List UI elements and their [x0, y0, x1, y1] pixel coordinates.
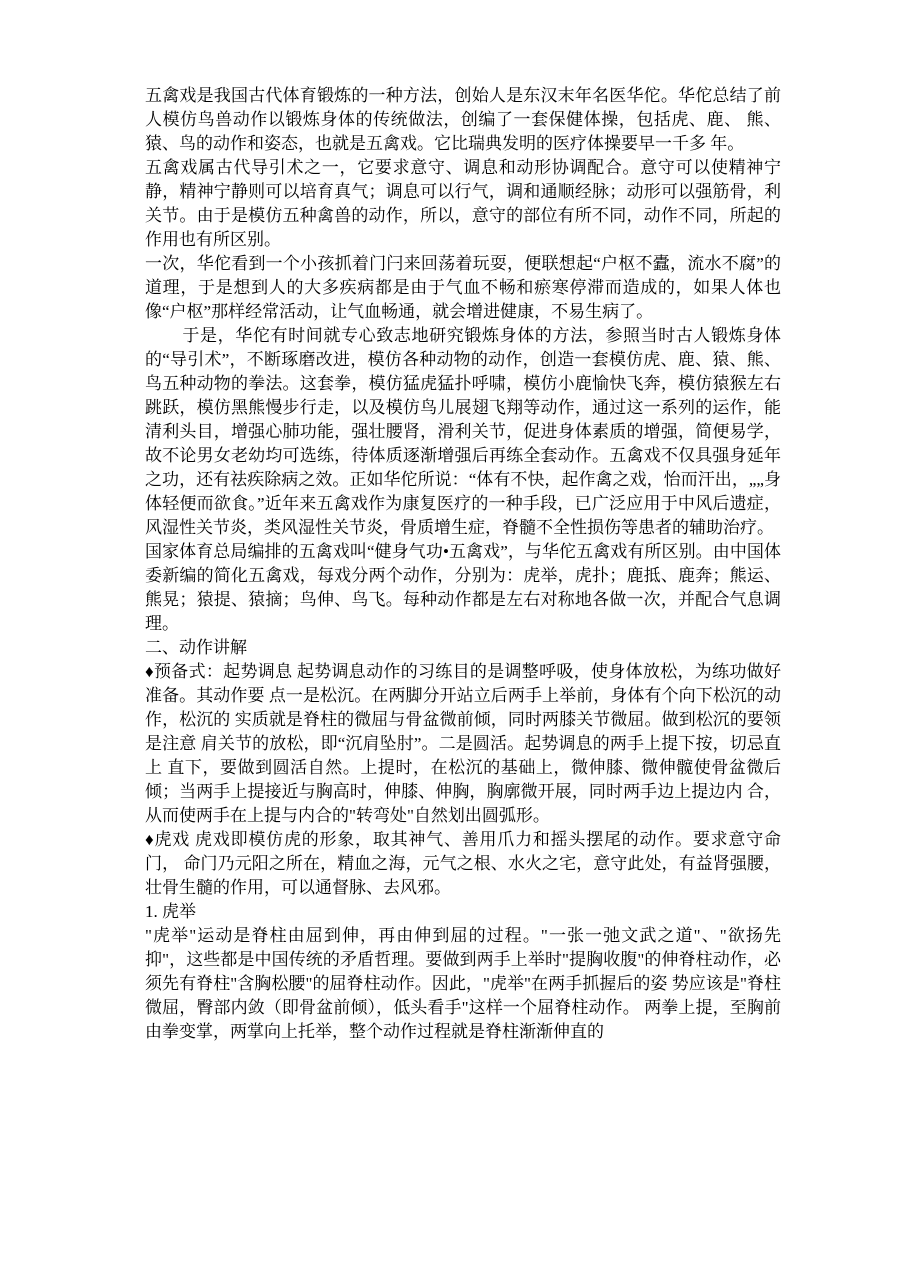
- section-heading-actions: 二、动作讲解: [145, 638, 247, 657]
- paragraph-daoyin: 五禽戏属古代导引术之一，它要求意守、调息和动形协调配合。意守可以使精神宁静，精神宁静则可以培育真气；调息可以行气，调和通顺经脉；动形可以强筋骨，利关节。由于是模仿五种禽兽的动作，所以，意守的部位有所不同，动作不同，所起的作用也有所区别。: [145, 158, 781, 249]
- paragraph-tiger-play: ♦虎戏 虎戏即模仿虎的形象，取其神气、善用爪力和摇头摆尾的动作。要求意守命门， 命门乃元阳之所在，精血之海，元气之根、水火之宅，意守此处，有益肾强腰， 壮骨生髓的作用，可以通督脉、去风邪。: [145, 830, 781, 897]
- paragraph-story: 一次，华佗看到一个小孩抓着门闩来回荡着玩耍，便联想起“户枢不蠹，流水不腐”的道理，于是想到人的大多疾病都是由于气血不畅和瘀寒停滞而造成的，如果人体也像“户枢”那样经常活动，让气血畅通，就会增进健康，不易生病了。: [145, 254, 781, 321]
- paragraph-official-version: 国家体育总局编排的五禽戏叫“健身气功•五禽戏”，与华佗五禽戏有所区别。由中国体委新编的简化五禽戏，每戏分两个动作，分别为：虎举，虎扑；鹿抵、鹿奔；熊运、熊晃；猿提、猿摘；鸟伸、鸟飞。每种动作都是左右对称地各做一次，并配合气息调理。: [145, 542, 781, 633]
- document-body: [145, 84, 781, 1044]
- paragraph-preparation: ♦预备式：起势调息 起势调息动作的习练目的是调整呼吸，使身体放松，为练功做好准备。其动作要 点一是松沉。在两脚分开站立后两手上举前，身体有个向下松沉的动作，松沉的 实质就是脊柱的微屈与骨盆微前倾，同时两膝关节微屈。做到松沉的要领是注意 肩关节的放松，即“沉肩坠肘”。二是圆活。起势调息的两手上提下按，切忌直上 直下，要做到圆活自然。上提时，在松沉的基础上，微伸膝、微伸髋使骨盆微后 倾；当两手上提接近与胸高时，伸膝、伸胸，胸廓微开展，同时两手边上提边内 合，从而使两手在上提与内合的"转弯处"自然划出圆弧形。: [145, 662, 781, 825]
- paragraph-huatuo-research: 于是，华佗有时间就专心致志地研究锻炼身体的方法，参照当时古人锻炼身体的“导引术”，不断琢磨改进，模仿各种动物的动作，创造一套模仿虎、鹿、猿、熊、鸟五种动物的拳法。这套拳，模仿猛虎猛扑呼啸，模仿小鹿愉快飞奔，模仿猿猴左右跳跃，模仿黑熊慢步行走，以及模仿鸟儿展翅飞翔等动作，通过这一系列的运作，能清利头目，增强心肺功能，强壮腰肾，滑利关节，促进身体素质的增强，简便易学，故不论男女老幼均可选练，待体质逐渐增强后再练全套动作。五禽戏不仅具强身延年之功，还有祛疾除病之效。正如华佗所说：“体有不快，起作禽之戏，怡而汗出，„„身体轻便而欲食。”近年来五禽戏作为康复医疗的一种手段，已广泛应用于中风后遗症，风湿性关节炎，类风湿性关节炎，骨质增生症，脊髓不全性损伤等患者的辅助治疗。: [145, 326, 781, 537]
- paragraph-intro: 五禽戏是我国古代体育锻炼的一种方法，创始人是东汉末年名医华佗。华佗总结了前人模仿鸟兽动作以锻炼身体的传统做法，创编了一套保健体操，包括虎、鹿、 熊、猿、鸟的动作和姿态，也就是五禽戏。它比瑞典发明的医疗体操要早一千多 年。: [145, 86, 781, 153]
- subsection-heading-tiger-lift: 1. 虎举: [145, 902, 196, 921]
- paragraph-tiger-lift-detail: "虎举"运动是脊柱由屈到伸，再由伸到屈的过程。"一张一弛文武之道"、"欲扬先抑"，这些都是中国传统的矛盾哲理。要做到两手上举时"提胸收腹"的伸脊柱动作，必须先有脊柱"含胸松腰"的屈脊柱动作。因此，"虎举"在两手抓握后的姿 势应该是"脊柱微屈，臀部内敛（即骨盆前倾），低头看手"这样一个屈脊柱动作。 两拳上提，至胸前由拳变掌，两掌向上托举，整个动作过程就是脊柱渐渐伸直的: [145, 926, 781, 1041]
